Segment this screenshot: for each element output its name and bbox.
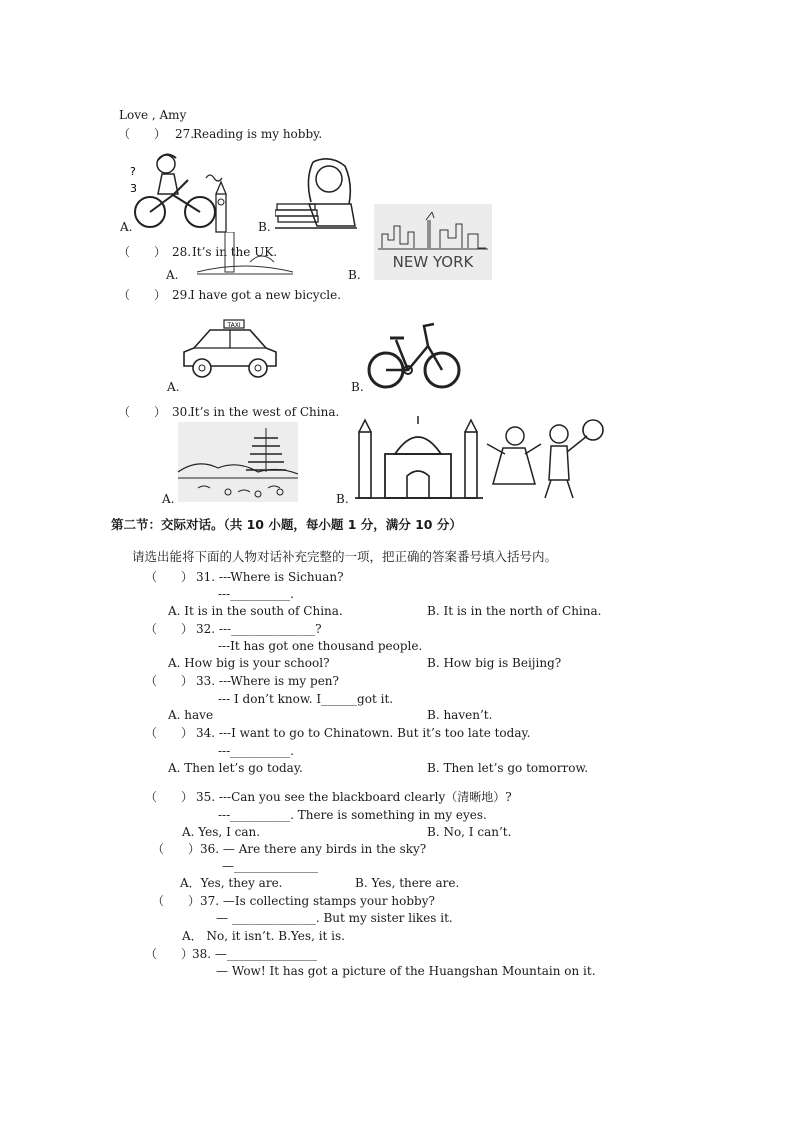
- q27-option-b: B.: [258, 220, 271, 234]
- q38-line2: — Wow! It has got a picture of the Huangshan Mountain on it.: [216, 964, 596, 978]
- q37-options: A． No, it isn’t. B.Yes, it is.: [182, 929, 345, 943]
- q36-line2: —______________: [222, 859, 318, 873]
- q38-line1: 38. —_______________: [192, 947, 317, 961]
- q30-option-a: A.: [162, 492, 175, 506]
- q35-line1: 35. ---Can you see the blackboard clearly（清晰地）?: [196, 790, 512, 804]
- q37-bracket: （ ）: [152, 894, 201, 908]
- q27-option-a: A.: [120, 220, 133, 234]
- q29-image-a-taxi: [180, 318, 280, 382]
- q33-option-a: A. have: [168, 708, 214, 722]
- q27-image-a-cyclist: [128, 150, 243, 235]
- q27-text: Reading is my hobby.: [193, 127, 323, 141]
- q34-bracket: （ ）: [145, 726, 194, 740]
- q28-bracket: （ ）: [118, 245, 167, 259]
- q29-taxi-sign: TAXI: [227, 322, 241, 329]
- section2-heading: 第二节：交际对话。（共 10 小题，每小题 1 分，满分 10 分）: [111, 517, 462, 532]
- q29-text: I have got a new bicycle.: [190, 288, 342, 302]
- q34-line2: ---__________.: [218, 744, 294, 758]
- q31-bracket: （ ）: [145, 570, 194, 584]
- q31-line1: 31. ---Where is Sichuan?: [196, 570, 344, 584]
- svg-text:3: 3: [130, 182, 137, 195]
- q29-option-a: A.: [167, 380, 180, 394]
- q36-option-a: A．Yes, they are.: [180, 876, 283, 890]
- q34-option-b: B. Then let’s go tomorrow.: [427, 761, 589, 775]
- q36-line1: 36. — Are there any birds in the sky?: [200, 842, 427, 856]
- q31-option-b: B. It is in the north of China.: [427, 604, 602, 618]
- q28-number: 28.: [172, 245, 192, 259]
- q28-option-a: A.: [166, 268, 179, 282]
- q33-bracket: （ ）: [145, 674, 194, 688]
- q30-image-a-pagoda: [178, 422, 298, 502]
- q34-option-a: A. Then let’s go today.: [168, 761, 303, 775]
- q32-line1: 32. ---______________?: [196, 622, 322, 636]
- q30-option-b: B.: [336, 492, 349, 506]
- q30-image-b-mosque-dancers: [355, 414, 610, 504]
- q35-bracket: （ ）: [145, 790, 194, 804]
- q33-option-b: B. haven’t.: [427, 708, 493, 722]
- q30-number: 30.: [172, 405, 192, 419]
- q27-image-b-reading: [275, 154, 360, 232]
- section2-instruction: 请选出能将下面的人物对话补充完整的一项，把正确的答案番号填入括号内。: [132, 549, 558, 564]
- q38-bracket: （ ）: [145, 947, 194, 961]
- q29-image-b-bicycle: [366, 318, 462, 390]
- q30-text: It’s in the west of China.: [190, 405, 340, 419]
- q30-bracket: （ ）: [118, 405, 167, 419]
- q28-image-a-london: [195, 232, 295, 276]
- q32-bracket: （ ）: [145, 622, 194, 636]
- q31-line2: ---__________.: [218, 587, 294, 601]
- q37-line2: — ______________. But my sister likes it.: [216, 911, 453, 925]
- q27-bracket: （ ）: [118, 127, 167, 141]
- q37-line1: 37. —Is collecting stamps your hobby?: [200, 894, 435, 908]
- q28-option-b: B.: [348, 268, 361, 282]
- q36-bracket: （ ）: [152, 842, 201, 856]
- q36-option-b: B. Yes, there are.: [355, 876, 460, 890]
- q28-image-b-new-york: [374, 204, 492, 280]
- q29-bracket: （ ）: [118, 288, 167, 302]
- q28-text: It’s in the UK.: [192, 245, 278, 259]
- q31-option-a: A. It is in the south of China.: [168, 604, 343, 618]
- q34-line1: 34. ---I want to go to Chinatown. But it’s too late today.: [196, 726, 531, 740]
- letter-sign-off: Love , Amy: [119, 108, 187, 122]
- q27-number: 27.: [175, 127, 195, 141]
- q35-option-b: B. No, I can’t.: [427, 825, 512, 839]
- q35-line2: ---__________. There is something in my eyes.: [218, 808, 487, 822]
- svg-text:?: ?: [130, 165, 136, 178]
- q33-line2: --- I don’t know. I______got it.: [218, 692, 394, 706]
- q29-number: 29.: [172, 288, 192, 302]
- q33-line1: 33. ---Where is my pen?: [196, 674, 339, 688]
- q29-option-b: B.: [351, 380, 364, 394]
- q35-option-a: A. Yes, I can.: [182, 825, 261, 839]
- q32-option-a: A. How big is your school?: [168, 656, 330, 670]
- q32-line2: ---It has got one thousand people.: [218, 639, 423, 653]
- q32-option-b: B. How big is Beijing?: [427, 656, 562, 670]
- q28-image-b-label: NEW YORK: [392, 253, 474, 271]
